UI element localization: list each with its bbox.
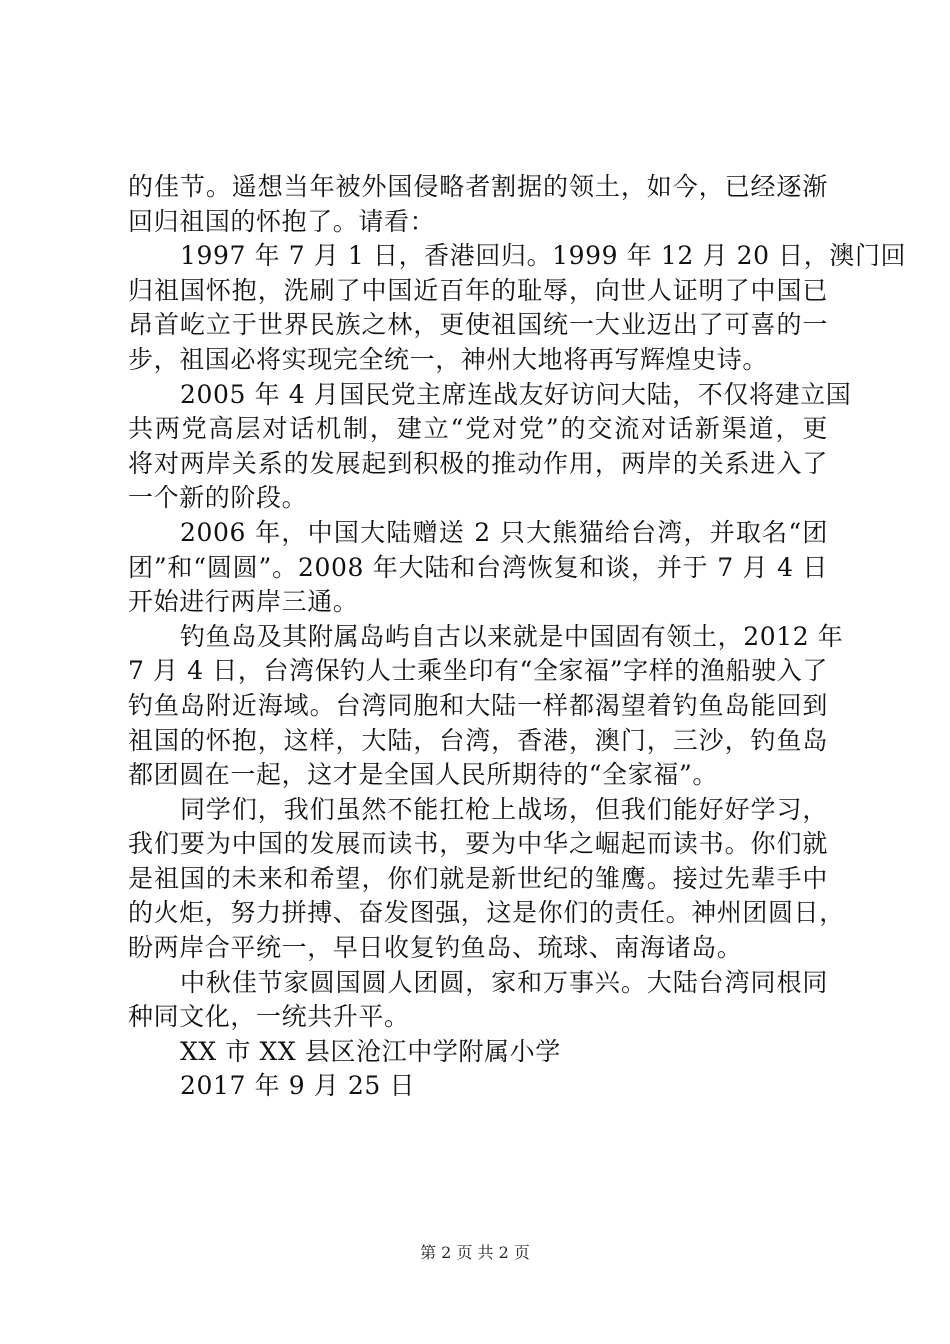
text-line: 2017 年 9 月 25 日 xyxy=(180,1071,416,1101)
text-line: 盼两岸合平统一，早日收复钓鱼岛、琉球、南海诸岛。 xyxy=(128,933,743,963)
text-line: 昂首屹立于世界民族之林，更使祖国统一大业迈出了可喜的一 xyxy=(128,310,828,340)
text-line: 7 月 4 日，台湾保钓人士乘坐印有“全家福”字样的渔船驶入了 xyxy=(128,656,828,686)
text-line: 1997 年 7 月 1 日，香港回归。1999 年 12 月 20 日，澳门回 xyxy=(180,241,907,271)
text-line: 归祖国怀抱，洗刷了中国近百年的耻辱，向世人证明了中国已 xyxy=(128,275,828,305)
text-line: 开始进行两岸三通。 xyxy=(128,587,359,617)
text-line: 2005 年 4 月国民党主席连战友好访问大陆，不仅将建立国 xyxy=(180,379,852,409)
text-line: 同学们，我们虽然不能扛枪上战场，但我们能好好学习， xyxy=(180,794,828,824)
text-line: 种同文化，一统共升平。 xyxy=(128,1002,410,1032)
text-line: 回归祖国的怀抱了。请看： xyxy=(128,206,436,236)
text-line: 中秋佳节家圆国圆人团圆，家和万事兴。大陆台湾同根同 xyxy=(180,967,828,997)
text-line: XX 市 XX 县区沧江中学附属小学 xyxy=(180,1036,561,1066)
text-line: 钓鱼岛附近海域。台湾同胞和大陆一样都渴望着钓鱼岛能回到 xyxy=(128,690,828,720)
text-line: 我们要为中国的发展而读书，要为中华之崛起而读书。你们就 xyxy=(128,829,828,859)
text-line: 团”和“圆圆”。2008 年大陆和台湾恢复和谈，并于 7 月 4 日 xyxy=(128,552,828,582)
text-line: 2006 年，中国大陆赠送 2 只大熊猫给台湾，并取名“团 xyxy=(180,517,828,547)
text-line: 钓鱼岛及其附属岛屿自古以来就是中国固有领土，2012 年 xyxy=(180,621,844,651)
text-line: 的佳节。遥想当年被外国侵略者割据的领土，如今，已经逐渐 xyxy=(128,172,828,201)
text-line: 是祖国的未来和希望，你们就是新世纪的雏鹰。接过先辈手中 xyxy=(128,863,828,893)
page-footer: 第 2 页 共 2 页 xyxy=(420,1243,530,1262)
text-line: 将对两岸关系的发展起到积极的推动作用，两岸的关系进入了 xyxy=(128,448,828,478)
text-line: 步，祖国必将实现完全统一，神州大地将再写辉煌史诗。 xyxy=(128,344,769,374)
text-line: 共两党高层对话机制，建立“党对党”的交流对话新渠道，更 xyxy=(128,414,828,444)
document-body xyxy=(128,170,907,1104)
text-line: 一个新的阶段。 xyxy=(128,483,308,513)
text-line: 祖国的怀抱，这样，大陆，台湾，香港，澳门，三沙，钓鱼岛 xyxy=(128,725,828,755)
text-line: 都团圆在一起，这才是全国人民所期待的“全家福”。 xyxy=(128,760,718,790)
text-line: 的火炬，努力拼搏、奋发图强，这是你们的责任。神州团圆日， xyxy=(128,898,845,928)
